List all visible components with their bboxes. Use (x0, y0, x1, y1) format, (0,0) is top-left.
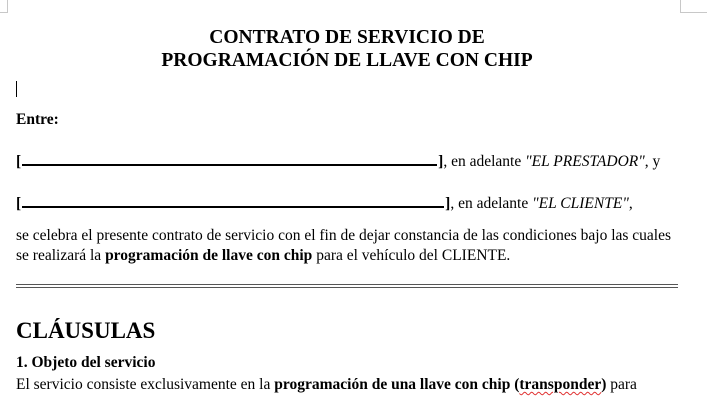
s1-bold1: programación de una llave con chip ( (274, 376, 520, 393)
intro-part1: se celebra el presente contrato de servicio con el fin de dejar constancia de las condiciones bajo las cuales se realizará la (16, 227, 672, 264)
party2-post: , (628, 195, 633, 212)
clausulas-heading: CLÁUSULAS (16, 318, 156, 343)
party-prestador-line (16, 152, 660, 171)
party1-pre: , en adelante (443, 153, 526, 170)
section-1-heading: 1. Objeto del servicio (16, 354, 156, 371)
bracket-close: ] (438, 153, 444, 170)
prestador-blank-field[interactable] (22, 152, 437, 166)
cliente-blank-field[interactable] (22, 194, 444, 208)
intro-bold: programación de llave con chip (105, 247, 313, 264)
s1-text2: para (606, 376, 637, 393)
title-line-2: PROGRAMACIÓN DE LLAVE CON CHIP (161, 50, 533, 71)
s1-bold-spell: transponder (519, 376, 602, 393)
party2-role: "EL CLIENTE" (532, 195, 629, 212)
s1-bold2: ) (601, 376, 607, 393)
intro-paragraph (16, 226, 678, 266)
page-corner-right (680, 0, 707, 13)
text-cursor (16, 81, 17, 97)
bracket-open: [ (16, 153, 22, 170)
party1-post: , y (644, 153, 661, 170)
party-cliente-line (16, 194, 633, 213)
page-corner-left (0, 0, 8, 13)
intro-part2: para el vehículo del CLIENTE. (312, 247, 511, 264)
section-1-text (16, 375, 696, 395)
document-title (16, 26, 678, 72)
party1-role: "EL PRESTADOR" (525, 153, 645, 170)
party2-pre: , en adelante (450, 195, 533, 212)
bracket-close: ] (445, 195, 451, 212)
title-line-1: CONTRATO DE SERVICIO DE (209, 27, 485, 48)
bracket-open: [ (16, 195, 22, 212)
s1-text1: El servicio consiste exclusivamente en la (16, 376, 275, 393)
horizontal-rule (16, 284, 678, 288)
entre-label: Entre: (16, 111, 59, 128)
